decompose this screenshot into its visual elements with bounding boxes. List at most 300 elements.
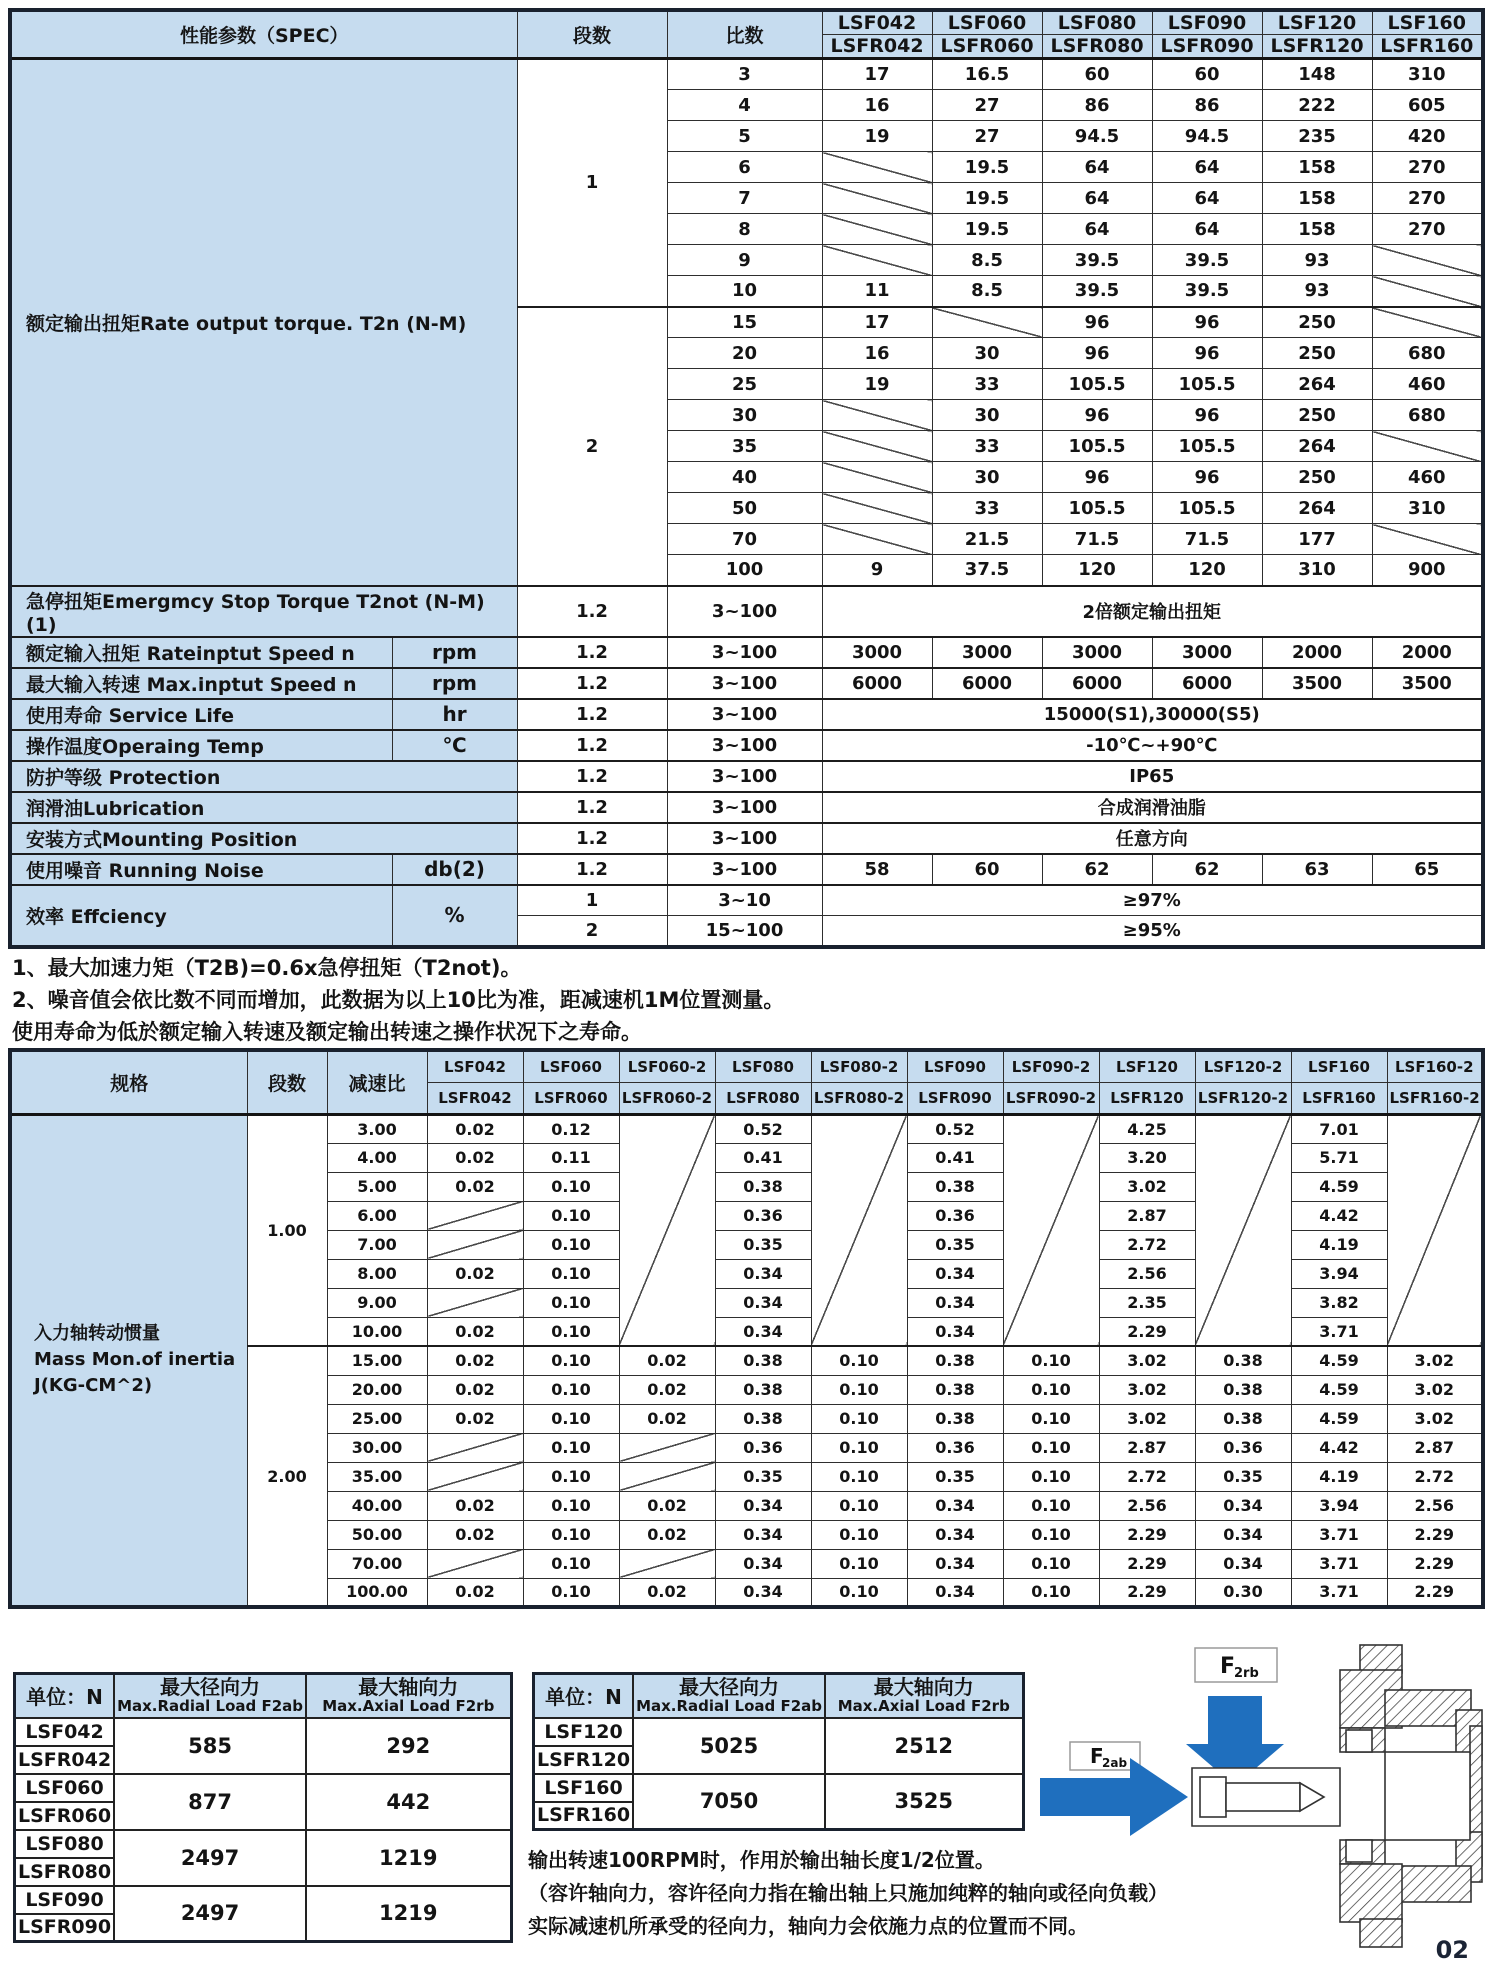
value-cell: 0.34 (715, 1317, 811, 1346)
value-cell: 0.36 (907, 1433, 1003, 1462)
value-cell: 3000 (1042, 637, 1152, 668)
load-table-large (532, 1672, 1025, 1831)
value-cell: 2000 (1262, 637, 1372, 668)
value-cell: 0.02 (427, 1259, 523, 1288)
span-value-cell: IP65 (822, 761, 1483, 792)
value-cell: 270 (1372, 214, 1483, 245)
value-cell: 86 (1152, 90, 1262, 121)
empty-slash-cell (427, 1549, 523, 1578)
value-cell: 8.5 (932, 276, 1042, 307)
ratio-cell: 3.00 (327, 1114, 427, 1143)
ratio-cell: 3~100 (667, 792, 822, 823)
value-cell: 0.38 (715, 1172, 811, 1201)
value-cell: 0.02 (427, 1375, 523, 1404)
ratio-cell: 10.00 (327, 1317, 427, 1346)
value-cell: 96 (1152, 307, 1262, 338)
value-cell: 0.02 (619, 1578, 715, 1607)
radial-value: 2497 (114, 1830, 306, 1886)
model-header: LSF160 (1372, 10, 1483, 35)
value-cell: 96 (1042, 307, 1152, 338)
value-cell: 4.42 (1291, 1201, 1387, 1230)
radial-value: 585 (114, 1718, 306, 1774)
value-cell: 0.34 (907, 1520, 1003, 1549)
value-cell: 6000 (1152, 668, 1262, 699)
value-cell: 3.82 (1291, 1288, 1387, 1317)
value-cell: 680 (1372, 338, 1483, 369)
value-cell: 11 (822, 276, 932, 307)
ratio-cell: 4.00 (327, 1143, 427, 1172)
ratio-cell: 9.00 (327, 1288, 427, 1317)
value-cell: 460 (1372, 462, 1483, 493)
value-cell: 64 (1152, 214, 1262, 245)
value-cell: 0.34 (715, 1288, 811, 1317)
empty-slash-cell (427, 1462, 523, 1491)
value-cell: 0.02 (619, 1491, 715, 1520)
value-cell: 420 (1372, 121, 1483, 152)
value-cell: 19.5 (932, 152, 1042, 183)
value-cell: 0.02 (427, 1317, 523, 1346)
value-cell: 7.01 (1291, 1114, 1387, 1143)
value-cell: 0.38 (715, 1404, 811, 1433)
value-cell: 0.10 (1003, 1346, 1099, 1375)
radial-value: 877 (114, 1774, 306, 1830)
ratio-cell: 3~100 (667, 699, 822, 730)
value-cell: 4.25 (1099, 1114, 1195, 1143)
span-value-cell: 15000(S1),30000(S5) (822, 699, 1483, 730)
value-cell: 148 (1262, 59, 1372, 90)
model-header: LSFR120-2 (1195, 1082, 1291, 1114)
stage-cell: 2 (517, 916, 667, 947)
span-value-cell: ≥95% (822, 916, 1483, 947)
value-cell: 0.10 (811, 1346, 907, 1375)
value-cell: 0.36 (715, 1201, 811, 1230)
empty-slash-cell (822, 400, 932, 431)
value-cell: 2.29 (1387, 1578, 1483, 1607)
model-header: LSF120 (1262, 10, 1372, 35)
value-cell: 33 (932, 431, 1042, 462)
value-cell: 96 (1152, 462, 1262, 493)
value-cell: 0.02 (427, 1491, 523, 1520)
radial-value: 5025 (633, 1718, 825, 1774)
value-cell: 17 (822, 307, 932, 338)
ratio-cell: 7.00 (327, 1230, 427, 1259)
value-cell: 39.5 (1152, 245, 1262, 276)
value-cell: 60 (1042, 59, 1152, 90)
model-cell: LSF160 (534, 1774, 634, 1802)
value-cell: 94.5 (1042, 121, 1152, 152)
value-cell: 0.10 (811, 1491, 907, 1520)
value-cell: 0.38 (1195, 1404, 1291, 1433)
value-cell: 62 (1152, 854, 1262, 885)
stage-cell: 1.2 (517, 730, 667, 761)
model-cell: LSFR080 (15, 1858, 115, 1886)
empty-slash-cell (427, 1201, 523, 1230)
stage-cell: 1.2 (517, 699, 667, 730)
value-cell: 0.38 (1195, 1375, 1291, 1404)
value-cell: 93 (1262, 276, 1372, 307)
output-shaft (1192, 1768, 1340, 1826)
load-table-large-wrap (532, 1672, 1025, 1831)
value-cell: 105.5 (1152, 369, 1262, 400)
model-header: LSF042 (822, 10, 932, 35)
model-header: LSFR090 (1152, 35, 1262, 59)
ratio-cell: 15.00 (327, 1346, 427, 1375)
empty-slash-cell (619, 1433, 715, 1462)
value-cell: 0.34 (1195, 1520, 1291, 1549)
ratio-cell: 4 (667, 90, 822, 121)
spec-unit: db(2) (392, 854, 517, 885)
ratio-cell: 15~100 (667, 916, 822, 947)
model-header: LSFR060 (932, 35, 1042, 59)
value-cell: 96 (1152, 338, 1262, 369)
value-cell: 0.35 (907, 1230, 1003, 1259)
model-header: LSF090 (907, 1050, 1003, 1082)
span-value-cell: 2倍额定输出扭矩 (822, 586, 1483, 637)
axial-label: F (1220, 1654, 1236, 1679)
value-cell: 3.02 (1099, 1375, 1195, 1404)
value-cell: 3500 (1372, 668, 1483, 699)
empty-slash-cell (822, 183, 932, 214)
value-cell: 460 (1372, 369, 1483, 400)
value-cell: 105.5 (1152, 493, 1262, 524)
value-cell: 0.36 (907, 1201, 1003, 1230)
model-header: LSFR060 (523, 1082, 619, 1114)
model-header: LSF060-2 (619, 1050, 715, 1082)
empty-slash-cell (822, 493, 932, 524)
stage-cell: 1.2 (517, 854, 667, 885)
axial-value: 3525 (825, 1774, 1023, 1830)
value-cell: 2.56 (1387, 1491, 1483, 1520)
value-cell: 16 (822, 338, 932, 369)
empty-slash-cell (619, 1462, 715, 1491)
value-cell: 65 (1372, 854, 1483, 885)
t2-title: 规格 (10, 1050, 247, 1114)
load-note-line: 输出转速100RPM时，作用於输出轴长度1/2位置。 (528, 1848, 995, 1872)
value-cell: 177 (1262, 524, 1372, 555)
value-cell: 0.10 (523, 1230, 619, 1259)
value-cell: 222 (1262, 90, 1372, 121)
housing-bore (1346, 1730, 1470, 1862)
stage-cell: 1.2 (517, 792, 667, 823)
axial-value: 442 (306, 1774, 511, 1830)
value-cell: 71.5 (1152, 524, 1262, 555)
value-cell: 3.02 (1099, 1346, 1195, 1375)
value-cell: 16 (822, 90, 932, 121)
empty-slash-cell (619, 1114, 715, 1346)
value-cell: 0.02 (619, 1375, 715, 1404)
value-cell: 64 (1042, 214, 1152, 245)
empty-slash-cell (1372, 307, 1483, 338)
value-cell: 2.87 (1387, 1433, 1483, 1462)
value-cell: 3.02 (1387, 1375, 1483, 1404)
value-cell: 105.5 (1042, 431, 1152, 462)
empty-slash-cell (427, 1433, 523, 1462)
model-cell: LSFR120 (534, 1746, 634, 1774)
value-cell: 250 (1262, 400, 1372, 431)
value-cell: 120 (1152, 555, 1262, 586)
ratio-cell: 6 (667, 152, 822, 183)
torque-label: 额定输出扭矩Rate output torque. T2n (N-M) (10, 59, 517, 586)
value-cell: 0.41 (715, 1143, 811, 1172)
value-cell: 3000 (1152, 637, 1262, 668)
value-cell: 0.36 (715, 1433, 811, 1462)
stage-cell: 1.2 (517, 586, 667, 637)
ratio-cell: 20 (667, 338, 822, 369)
model-header: LSF090-2 (1003, 1050, 1099, 1082)
stage-cell: 1.2 (517, 823, 667, 854)
value-cell: 19.5 (932, 214, 1042, 245)
value-cell: 3.94 (1291, 1491, 1387, 1520)
load-note-line: 实际减速机所承受的径向力，轴向力会依施力点的位置而不同。 (528, 1914, 1088, 1938)
ratio-cell: 9 (667, 245, 822, 276)
stage-cell: 2.00 (247, 1346, 327, 1607)
model-header: LSFR120 (1099, 1082, 1195, 1114)
ratio-cell: 40 (667, 462, 822, 493)
value-cell: 86 (1042, 90, 1152, 121)
ratio-cell: 8.00 (327, 1259, 427, 1288)
value-cell: 3.02 (1099, 1404, 1195, 1433)
value-cell: 64 (1152, 183, 1262, 214)
value-cell: 96 (1042, 462, 1152, 493)
value-cell: 3000 (932, 637, 1042, 668)
value-cell: 0.10 (523, 1259, 619, 1288)
empty-slash-cell (619, 1549, 715, 1578)
value-cell: 2000 (1372, 637, 1483, 668)
model-cell: LSF042 (15, 1718, 115, 1746)
value-cell: 0.34 (907, 1259, 1003, 1288)
value-cell: 96 (1042, 338, 1152, 369)
value-cell: 3.02 (1387, 1404, 1483, 1433)
value-cell: 0.10 (1003, 1433, 1099, 1462)
model-header: LSFR090-2 (1003, 1082, 1099, 1114)
model-cell: LSFR160 (534, 1802, 634, 1830)
value-cell: 0.10 (523, 1578, 619, 1607)
empty-slash-cell (427, 1288, 523, 1317)
value-cell: 96 (1152, 400, 1262, 431)
value-cell: 63 (1262, 854, 1372, 885)
value-cell: 605 (1372, 90, 1483, 121)
ratio-cell: 3~100 (667, 761, 822, 792)
ratio-cell: 7 (667, 183, 822, 214)
value-cell: 0.41 (907, 1143, 1003, 1172)
empty-slash-cell (1387, 1114, 1483, 1346)
model-header: LSF160 (1291, 1050, 1387, 1082)
value-cell: 0.34 (907, 1549, 1003, 1578)
value-cell: 0.38 (1195, 1346, 1291, 1375)
note-line: 使用寿命为低於额定输入转速及额定输出转速之操作状况下之寿命。 (12, 1020, 642, 1044)
spec-label: 额定输入扭矩 Rateinptut Speed n (10, 637, 392, 668)
spec-label: 润滑油Lubrication (10, 792, 517, 823)
model-header: LSFR090 (907, 1082, 1003, 1114)
value-cell: 0.10 (811, 1578, 907, 1607)
value-cell: 158 (1262, 152, 1372, 183)
value-cell: 4.42 (1291, 1433, 1387, 1462)
value-cell: 64 (1152, 152, 1262, 183)
model-cell: LSFR060 (15, 1802, 115, 1830)
value-cell: 19.5 (932, 183, 1042, 214)
value-cell: 16.5 (932, 59, 1042, 90)
ratio-cell: 5.00 (327, 1172, 427, 1201)
span-value-cell: 任意方向 (822, 823, 1483, 854)
value-cell: 3.71 (1291, 1578, 1387, 1607)
value-cell: 0.02 (619, 1346, 715, 1375)
value-cell: 0.35 (715, 1230, 811, 1259)
value-cell: 0.11 (523, 1143, 619, 1172)
value-cell: 4.59 (1291, 1404, 1387, 1433)
model-header: LSF120 (1099, 1050, 1195, 1082)
spec-unit: ℃ (392, 730, 517, 761)
value-cell: 17 (822, 59, 932, 90)
value-cell: 0.10 (523, 1549, 619, 1578)
value-cell: 0.10 (811, 1549, 907, 1578)
empty-slash-cell (811, 1114, 907, 1346)
value-cell: 0.10 (523, 1346, 619, 1375)
model-header: LSF060 (523, 1050, 619, 1082)
value-cell: 0.10 (1003, 1578, 1099, 1607)
value-cell: 19 (822, 369, 932, 400)
spec-table-wrap (8, 8, 1485, 949)
value-cell: 0.35 (1195, 1462, 1291, 1491)
load-table-small (13, 1672, 513, 1943)
empty-slash-cell (1372, 276, 1483, 307)
value-cell: 4.59 (1291, 1172, 1387, 1201)
value-cell: 6000 (822, 668, 932, 699)
value-cell: 0.10 (523, 1491, 619, 1520)
t1-col-stage: 段数 (517, 10, 667, 59)
axial-value: 1219 (306, 1886, 511, 1942)
value-cell: 0.38 (907, 1404, 1003, 1433)
value-cell: 30 (932, 400, 1042, 431)
value-cell: 0.12 (523, 1114, 619, 1143)
model-header: LSF080-2 (811, 1050, 907, 1082)
value-cell: 3.94 (1291, 1259, 1387, 1288)
value-cell: 0.34 (907, 1578, 1003, 1607)
value-cell: 0.30 (1195, 1578, 1291, 1607)
load-direction-diagram (1040, 1630, 1485, 1966)
value-cell: 0.10 (523, 1172, 619, 1201)
value-cell: 0.10 (1003, 1375, 1099, 1404)
radial-header: 最大径向力 Max.Radial Load F2ab (114, 1674, 306, 1718)
value-cell: 270 (1372, 183, 1483, 214)
value-cell: 0.02 (427, 1404, 523, 1433)
value-cell: 0.10 (1003, 1520, 1099, 1549)
value-cell: 0.38 (715, 1375, 811, 1404)
value-cell: 9 (822, 555, 932, 586)
empty-slash-cell (822, 462, 932, 493)
value-cell: 30 (932, 338, 1042, 369)
value-cell: 62 (1042, 854, 1152, 885)
value-cell: 6000 (1042, 668, 1152, 699)
value-cell: 0.02 (619, 1404, 715, 1433)
value-cell: 0.34 (907, 1317, 1003, 1346)
t2-col-stage: 段数 (247, 1050, 327, 1114)
axial-header: 最大轴向力 Max.Axial Load F2rb (306, 1674, 511, 1718)
value-cell: 158 (1262, 214, 1372, 245)
value-cell: 0.38 (907, 1375, 1003, 1404)
ratio-cell: 35.00 (327, 1462, 427, 1491)
empty-slash-cell (822, 245, 932, 276)
model-header: LSFR160 (1291, 1082, 1387, 1114)
value-cell: 2.29 (1099, 1520, 1195, 1549)
model-header: LSFR160-2 (1387, 1082, 1483, 1114)
model-header: LSF160-2 (1387, 1050, 1483, 1082)
empty-slash-cell (1195, 1114, 1291, 1346)
ratio-cell: 30 (667, 400, 822, 431)
note-line: 2、噪音值会依比数不同而增加，此数据为以上10比为准，距减速机1M位置测量。 (12, 988, 785, 1012)
ratio-cell: 3~100 (667, 854, 822, 885)
ratio-cell: 8 (667, 214, 822, 245)
value-cell: 0.02 (427, 1346, 523, 1375)
empty-slash-cell (1372, 524, 1483, 555)
value-cell: 3.71 (1291, 1549, 1387, 1578)
value-cell: 250 (1262, 338, 1372, 369)
empty-slash-cell (822, 524, 932, 555)
spec-label: 防护等级 Protection (10, 761, 517, 792)
value-cell: 3.02 (1099, 1172, 1195, 1201)
spec-label: 使用噪音 Running Noise (10, 854, 392, 885)
value-cell: 0.10 (523, 1520, 619, 1549)
axial-label-sub: 2rb (1234, 1666, 1259, 1681)
value-cell: 0.52 (715, 1114, 811, 1143)
value-cell: 33 (932, 493, 1042, 524)
empty-slash-cell (932, 307, 1042, 338)
ratio-cell: 70.00 (327, 1549, 427, 1578)
value-cell: 60 (932, 854, 1042, 885)
value-cell: 0.36 (1195, 1433, 1291, 1462)
value-cell: 2.72 (1099, 1462, 1195, 1491)
value-cell: 2.72 (1099, 1230, 1195, 1259)
value-cell: 900 (1372, 555, 1483, 586)
value-cell: 2.87 (1099, 1433, 1195, 1462)
empty-slash-cell (1003, 1114, 1099, 1346)
value-cell: 3.20 (1099, 1143, 1195, 1172)
value-cell: 27 (932, 90, 1042, 121)
value-cell: 2.72 (1387, 1462, 1483, 1491)
model-cell: LSF060 (15, 1774, 115, 1802)
value-cell: 680 (1372, 400, 1483, 431)
ratio-cell: 3~100 (667, 823, 822, 854)
value-cell: 0.34 (715, 1549, 811, 1578)
value-cell: 120 (1042, 555, 1152, 586)
value-cell: 0.02 (427, 1578, 523, 1607)
spec-label: 效率 Effciency (10, 885, 392, 947)
value-cell: 0.35 (715, 1462, 811, 1491)
ratio-cell: 3~100 (667, 586, 822, 637)
value-cell: 0.52 (907, 1114, 1003, 1143)
value-cell: 0.10 (811, 1375, 907, 1404)
value-cell: 30 (932, 462, 1042, 493)
value-cell: 0.02 (427, 1114, 523, 1143)
value-cell: 39.5 (1042, 276, 1152, 307)
value-cell: 0.34 (715, 1578, 811, 1607)
value-cell: 310 (1372, 493, 1483, 524)
value-cell: 3000 (822, 637, 932, 668)
value-cell: 2.56 (1099, 1259, 1195, 1288)
value-cell: 0.10 (523, 1201, 619, 1230)
value-cell: 3.71 (1291, 1317, 1387, 1346)
ratio-cell: 50.00 (327, 1520, 427, 1549)
value-cell: 94.5 (1152, 121, 1262, 152)
value-cell: 0.34 (907, 1288, 1003, 1317)
ratio-cell: 100 (667, 555, 822, 586)
value-cell: 235 (1262, 121, 1372, 152)
value-cell: 4.19 (1291, 1230, 1387, 1259)
stage-cell: 1.2 (517, 637, 667, 668)
value-cell: 0.34 (1195, 1491, 1291, 1520)
value-cell: 0.02 (427, 1172, 523, 1201)
value-cell: 3.71 (1291, 1520, 1387, 1549)
value-cell: 2.56 (1099, 1491, 1195, 1520)
